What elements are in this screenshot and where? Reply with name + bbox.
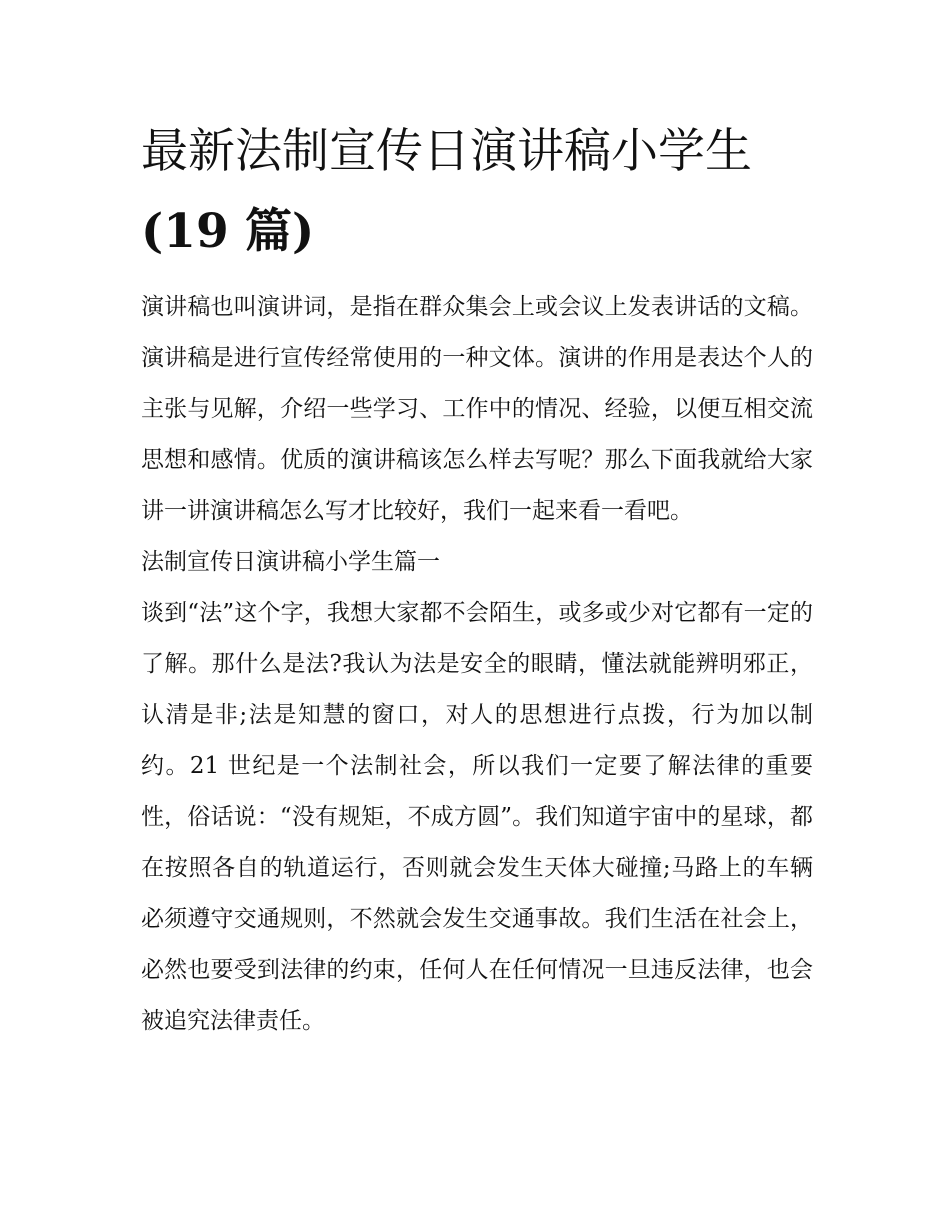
title-line-1: 最新法制宣传日演讲稿小学生 bbox=[141, 124, 752, 179]
intro-paragraph: 演讲稿也叫演讲词，是指在群众集会上或会议上发表讲话的文稿。演讲稿是进行宣传经常使用的一种文体。演讲的作用是表达个人的主张与见解，介绍一些学习、工作中的情况、经验，以便互相交流思想和感情。优质的演讲稿该怎么样去写呢？那么下面我就给大家讲一讲演讲稿怎么写才比较好，我们一起来看一看吧。 bbox=[141, 294, 813, 524]
section-body-paragraph: 谈到“法”这个字，我想大家都不会陌生，或多或少对它都有一定的了解。那什么是法?我认为法是安全的眼睛，懂法就能辨明邪正，认清是非;法是知慧的窗口，对人的思想进行点拨，行为加以制约。21 世纪是一个法制社会，所以我们一定要了解法律的重要性，俗话说：“没有规矩，不成方圆”。我们知道宇宙中的星球，都在按照各自的轨道运行，否则就会发生天体大碰撞;马路上的车辆必须遵守交通规则，不然就会发生交通事故。我们生活在社会上，必然也要受到法律的约束，任何人在任何情况一旦违反法律，也会被追究法律责任。 bbox=[141, 600, 813, 1034]
title-line-2: (19 篇) bbox=[141, 204, 315, 259]
section-heading: 法制宣传日演讲稿小学生篇一 bbox=[141, 549, 440, 575]
document-title bbox=[141, 112, 813, 272]
document-content bbox=[141, 112, 813, 1047]
